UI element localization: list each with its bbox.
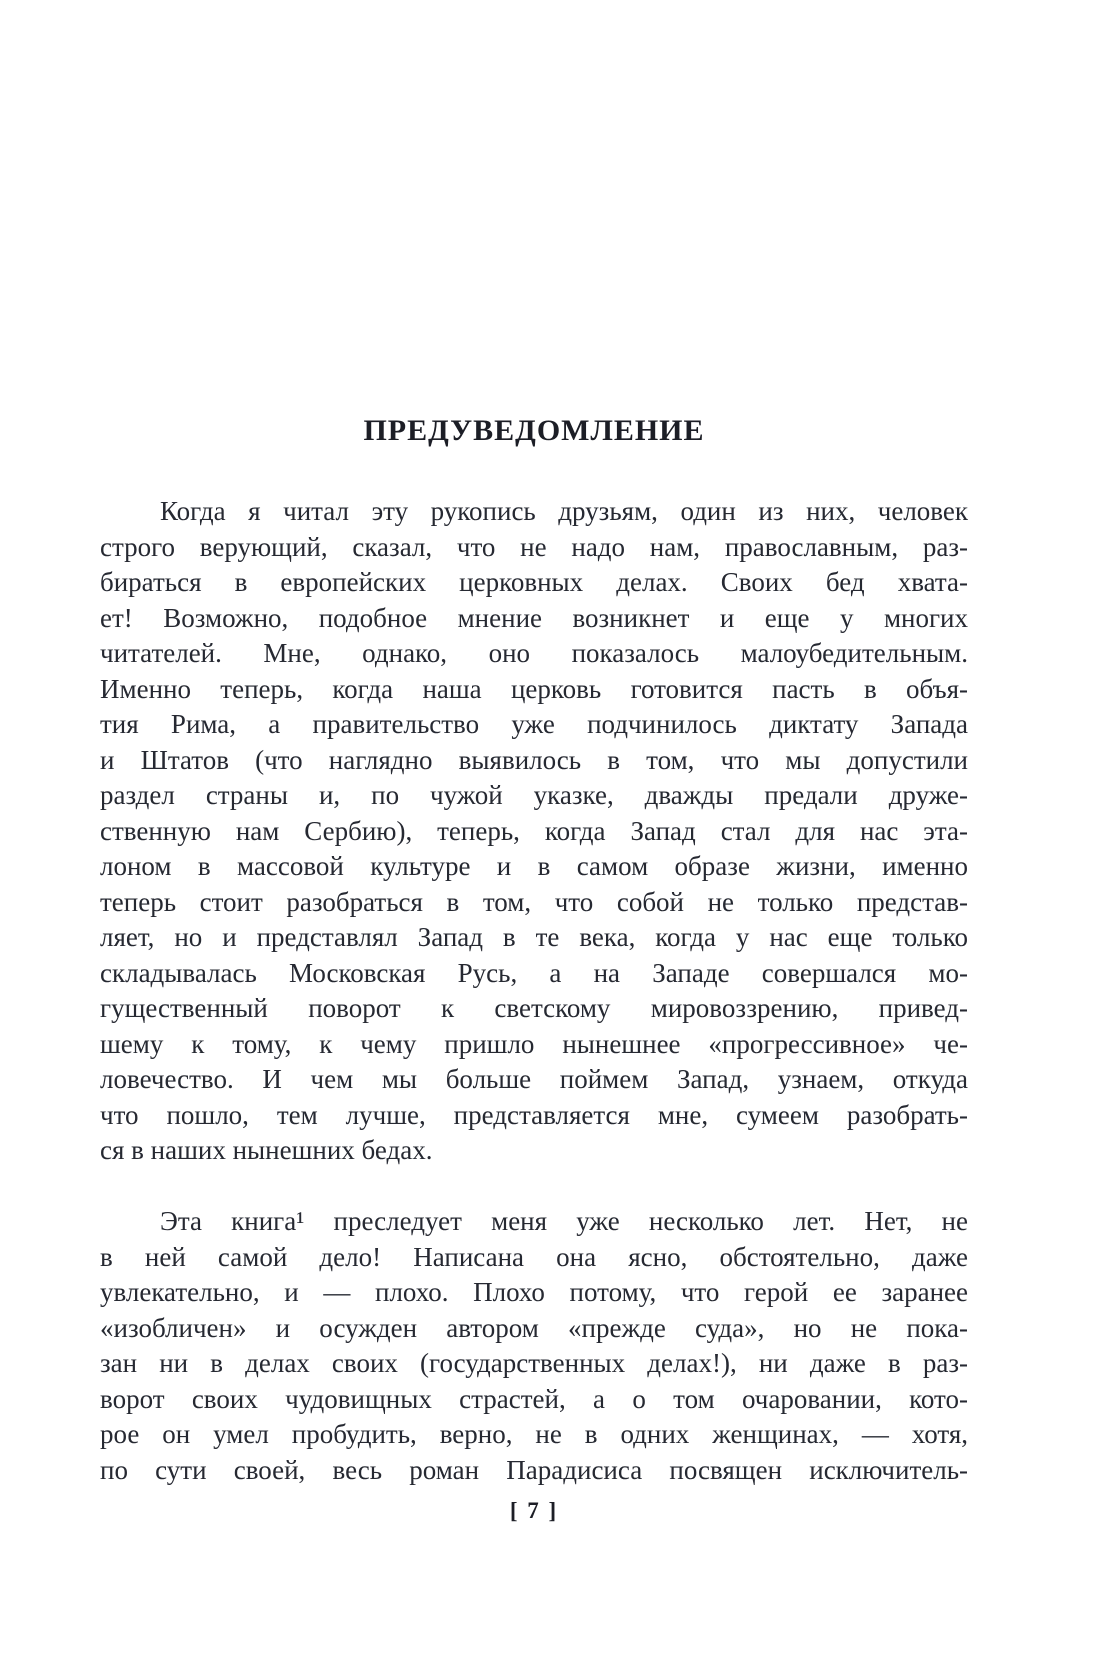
chapter-title: ПРЕДУВЕДОМЛЕНИЕ xyxy=(363,414,705,447)
text-line: Эта книга¹ преследует меня уже несколько лет. Нет, не xyxy=(160,1206,968,1236)
text-line: ляет, но и представлял Запад в те века, когда у нас еще только xyxy=(100,922,968,952)
text-line: гущественный поворот к светскому мировоззрению, привед- xyxy=(100,993,968,1023)
text-line: лоном в массовой культуре и в самом образе жизни, именно xyxy=(100,851,968,881)
text-line: Именно теперь, когда наша церковь готовится пасть в объя- xyxy=(100,673,968,704)
text-line: раздел страны и, по чужой указке, дважды предали друже- xyxy=(100,780,968,810)
text-line: Когда я читал эту рукопись друзьям, один из них, человек xyxy=(160,496,968,526)
text-line: по сути своей, весь роман Парадисиса посвящен исключитель- xyxy=(100,1454,968,1485)
text-line: ет! Возможно, подобное мнение возникнет и еще у многих xyxy=(100,602,968,633)
paragraph xyxy=(100,494,968,1169)
text-line: шему к тому, к чему пришло нынешнее «прогрессивное» че- xyxy=(100,1028,968,1059)
text-line: строго верующий, сказал, что не надо нам, православным, раз- xyxy=(100,531,968,562)
text-line: что пошло, тем лучше, представляется мне, сумеем разобрать- xyxy=(100,1099,968,1130)
text-line: в ней самой дело! Написана она ясно, обстоятельно, даже xyxy=(100,1241,968,1272)
text-line: зан ни в делах своих (государственных делах!), ни даже в раз- xyxy=(100,1348,968,1378)
text-line: «изобличен» и осужден автором «прежде суда», но не пока- xyxy=(100,1312,968,1343)
text-line: читателей. Мне, однако, оно показалось малоубедительным. xyxy=(100,638,968,668)
body-text xyxy=(100,494,968,1488)
page-number: [ 7 ] xyxy=(509,1498,559,1523)
text-line: тия Рима, а правительство уже подчинилось диктату Запада xyxy=(100,709,968,739)
text-line: ловечество. И чем мы больше поймем Запад, узнаем, откуда xyxy=(100,1064,968,1094)
text-line: ственную нам Сербию), теперь, когда Запад стал для нас эта- xyxy=(100,815,968,846)
text-line: ся в наших нынешних бедах. xyxy=(100,1135,433,1165)
text-line: ворот своих чудовищных страстей, а о том очаровании, кото- xyxy=(100,1383,968,1414)
text-line: складывалась Московская Русь, а на Западе совершался мо- xyxy=(100,957,968,988)
text-line: рое он умел пробудить, верно, не в одних женщинах, — хотя, xyxy=(100,1419,968,1449)
paragraph xyxy=(100,1204,968,1488)
text-line: и Штатов (что наглядно выявилось в том, что мы допустили xyxy=(100,744,968,775)
text-line: бираться в европейских церковных делах. Своих бед хвата- xyxy=(100,567,968,597)
text-line: увлекательно, и — плохо. Плохо потому, что герой ее заранее xyxy=(100,1277,968,1307)
text-line: теперь стоит разобраться в том, что собой не только представ- xyxy=(100,886,968,917)
text-column xyxy=(100,414,968,1488)
